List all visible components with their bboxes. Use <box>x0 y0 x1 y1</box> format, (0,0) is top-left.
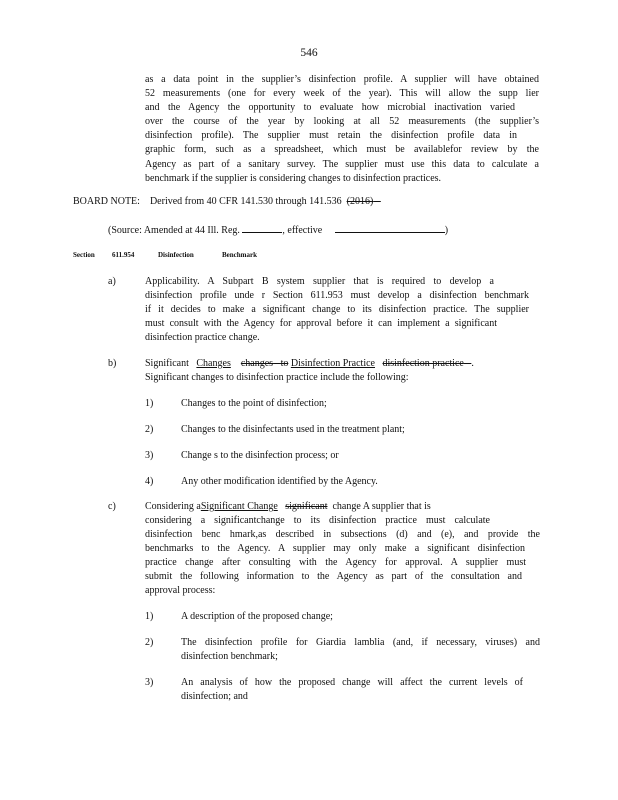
board-note-deleted-year: (2016) <box>346 196 374 207</box>
source-blank-1 <box>242 222 282 233</box>
list-item: A description of the proposed change; <box>181 611 333 622</box>
period: . <box>471 358 474 369</box>
page-number: 546 <box>300 47 318 59</box>
section-number: 611.954 <box>112 251 135 259</box>
inserted-text: Significant Change <box>200 501 278 512</box>
list-item: Changes to the disinfectants used in the treatment plant; <box>181 424 405 435</box>
heading-word: Significant <box>145 358 189 369</box>
text-line: disinfection; and <box>181 691 248 703</box>
subsection-c-text <box>145 514 540 599</box>
text-line: graphic form, such as a spreadsheet, which must be availablefor review by the <box>145 144 539 156</box>
subsection-marker-b: b) <box>108 358 117 369</box>
section-title-word: Disinfection <box>158 251 194 259</box>
source-blank-2 <box>335 222 445 233</box>
section-title-word: Benchmark <box>222 251 257 259</box>
text-run: Considering a <box>145 501 201 512</box>
text-line: disinfection benc hmark,as described in subsections (d) and (e), and provide the <box>145 529 540 541</box>
text-line: benchmarks to the Agency. A supplier may only make a significant disinfection <box>145 543 525 555</box>
board-note-label: BOARD NOTE: <box>73 196 140 207</box>
text-line: disinfection benchmark; <box>181 651 278 663</box>
list-item <box>181 676 523 704</box>
list-marker: 4) <box>145 476 154 487</box>
list-marker: 3) <box>145 450 154 461</box>
text-line: and the Agency the opportunity to evaluate how microbial inactivation varied <box>145 102 515 114</box>
section-label: Section <box>73 251 95 259</box>
deleted-text: significant <box>285 501 328 512</box>
text-line: disinfection practice change. <box>145 332 260 344</box>
source-line <box>108 222 448 238</box>
list-marker: 2) <box>145 637 154 648</box>
subsection-a-text <box>145 275 529 345</box>
source-prefix: (Source: Amended at 44 Ill. Reg. <box>108 225 240 236</box>
list-item: Change s to the disinfection process; or <box>181 450 339 461</box>
list-item: Changes to the point of disinfection; <box>181 398 327 409</box>
deleted-text: changes <box>240 358 274 369</box>
list-marker: 1) <box>145 398 154 409</box>
subsection-marker-c: c) <box>108 501 116 512</box>
subsection-b-heading <box>145 357 474 371</box>
board-note <box>73 195 381 209</box>
text-line: disinfection profile). The supplier must retain the disinfection profile data in <box>145 130 517 142</box>
deleted-text: to <box>280 358 289 369</box>
text-line: must consult with the Agency for approval before it can implement a significant <box>145 318 497 330</box>
text-run: change A supplier that is <box>332 501 431 512</box>
text-line: as a data point in the supplier’s disinfection profile. A supplier will have obtained <box>145 74 539 85</box>
text-line: disinfection profile unde r Section 611.953 must develop a disinfection benchmark <box>145 290 529 302</box>
subsection-c-first-line <box>145 500 431 514</box>
source-suffix: ) <box>444 225 449 236</box>
text-line: approval process: <box>145 585 216 597</box>
board-note-text: Derived from 40 CFR 141.530 through 141.536 <box>149 196 342 207</box>
inserted-text: Changes <box>196 358 231 369</box>
text-line: benchmark if the supplier is considering changes to disinfection practices. <box>145 172 442 184</box>
intro-paragraph <box>145 73 539 186</box>
text-line: practice change after consulting with the Agency for approval. A supplier must <box>145 557 526 569</box>
text-line: Agency as part of a sanitary survey. The supplier must use this data to calculate a <box>145 158 539 170</box>
subsection-marker-a: a) <box>108 276 116 287</box>
text-line: The disinfection profile for Giardia lamblia (and, if necessary, viruses) and <box>181 637 540 648</box>
text-line: if it decides to make a significant change to its disinfection practice. The supplier <box>145 304 529 316</box>
list-item: Any other modification identified by the Agency. <box>181 476 378 487</box>
subsection-b-text: Significant changes to disinfection practice include the following: <box>145 372 409 383</box>
text-line: Applicability. A Subpart B system supplier that is required to develop a <box>145 276 494 287</box>
text-line: 52 measurements (one for every week of the year). This will allow the supp lier <box>145 88 539 100</box>
text-line: considering a significantchange to its disinfection practice must calculate <box>145 515 490 526</box>
source-middle: , effective <box>282 225 323 236</box>
inserted-text: Disinfection Practice <box>290 358 375 369</box>
deleted-text: disinfection practice <box>382 358 464 369</box>
text-line: An analysis of how the proposed change will affect the current levels of <box>181 677 523 688</box>
text-line: submit the following information to the Agency as part of the consultation and <box>145 571 522 583</box>
list-marker: 2) <box>145 424 154 435</box>
list-marker: 3) <box>145 677 154 688</box>
list-item <box>181 636 540 664</box>
text-line: over the course of the year by looking at all 52 measurements (the supplier’s <box>145 116 539 128</box>
list-marker: 1) <box>145 611 154 622</box>
